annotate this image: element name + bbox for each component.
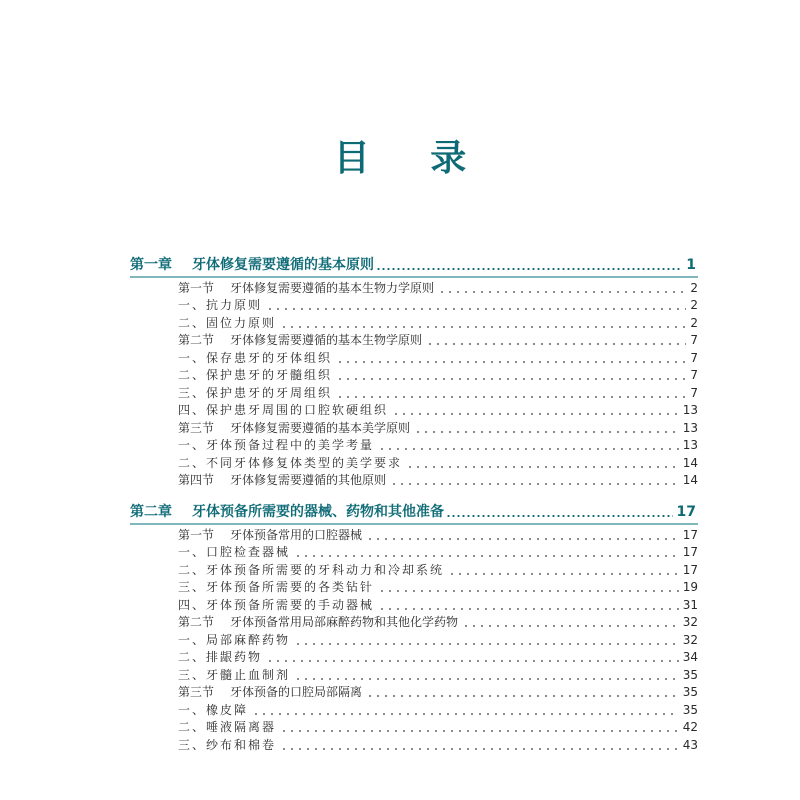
dot-leader [446,515,673,517]
entry-page-number: 42 [682,720,698,734]
item-title: 一、橡皮障 [178,702,249,717]
dot-leader [406,466,679,468]
item-title: 一、保存患牙的牙体组织 [178,350,333,365]
item-title: 三、牙髓止血制剂 [178,667,291,682]
entry-page-number: 7 [690,350,698,365]
section-title: 牙体预备的口腔局部隔离 [230,685,363,699]
entry-page-number: 13 [682,420,698,435]
item-title: 二、不同牙体修复体类型的美学要求 [178,455,403,470]
item-title: 二、牙体预备所需要的牙科动力和冷却系统 [178,562,445,577]
dot-leader [448,573,679,575]
section-title: 牙体预备常用局部麻醉药物和其他化学药物 [230,615,459,629]
entry-page-number: 17 [682,527,698,542]
section-label: 第四节 [178,473,215,487]
dot-leader [390,483,679,485]
entry-page-number: 34 [682,650,698,664]
item-entry[interactable] [178,543,698,561]
entry-page-number: 2 [690,280,698,295]
dot-leader [266,308,686,310]
item-title: 三、牙体预备所需要的各类钻针 [178,580,375,594]
dot-leader [392,413,679,415]
item-entry[interactable] [178,313,698,331]
page-title: 目 录 [333,137,491,180]
item-entry[interactable] [178,595,698,613]
item-entry[interactable] [178,383,698,401]
chapter-page-number: 1 [686,257,696,273]
chapter-block [130,499,698,753]
item-title: 三、保护患牙的牙周组织 [178,385,333,400]
entry-page-number: 13 [682,403,698,417]
chapter-heading[interactable] [130,499,698,521]
chapter-title: 牙体预备所需要的器械、药物和其他准备 [192,504,444,520]
chapter-block [130,252,698,488]
section-label: 第二节 [178,615,215,629]
entry-page-number: 19 [682,580,698,594]
chapter-title: 牙体修复需要遵循的基本原则 [192,257,374,273]
chapter-heading[interactable] [130,252,698,274]
section-label: 第一节 [178,527,215,542]
item-entry[interactable] [178,348,698,366]
item-entry[interactable] [178,436,698,454]
chapter-label: 第一章 [130,257,172,273]
item-entry[interactable] [178,735,698,753]
entry-page-number: 7 [690,333,698,347]
item-title: 一、口腔检查器械 [178,545,291,559]
entry-page-number: 7 [690,368,698,382]
section-entry[interactable] [178,278,698,296]
dot-leader [438,291,686,293]
section-entry[interactable] [178,418,698,436]
item-title: 二、排龈药物 [178,650,263,664]
chapter-page-number: 17 [676,504,696,520]
entry-page-number: 35 [682,702,698,717]
section-label: 第三节 [178,685,215,699]
item-entry[interactable] [178,560,698,578]
item-title: 四、保护患牙周围的口腔软硬组织 [178,403,389,417]
dot-leader [378,590,679,592]
section-entry[interactable] [178,331,698,349]
section-title: 牙体修复需要遵循的基本生物力学原则 [230,280,435,295]
entry-page-number: 32 [682,615,698,629]
dot-leader [336,396,686,398]
dot-leader [378,448,679,450]
section-entry[interactable] [178,683,698,701]
item-entry[interactable] [178,453,698,471]
dot-leader [366,695,679,697]
section-entry[interactable] [178,471,698,489]
dot-leader [280,748,679,750]
item-title: 二、唾液隔离器 [178,720,277,734]
dot-leader [294,678,679,680]
entry-page-number: 17 [682,562,698,577]
item-title: 一、抗力原则 [178,298,263,312]
item-title: 一、局部麻醉药物 [178,632,291,647]
dot-leader [366,538,679,540]
item-entry[interactable] [178,630,698,648]
chapter-label: 第二章 [130,504,172,520]
item-entry[interactable] [178,401,698,419]
section-title: 牙体修复需要遵循的基本生物学原则 [230,333,423,347]
item-entry[interactable] [178,296,698,314]
section-label: 第一节 [178,280,215,295]
item-entry[interactable] [178,665,698,683]
dot-leader [378,608,679,610]
dot-leader [280,326,686,328]
entry-page-number: 35 [682,667,698,682]
item-entry[interactable] [178,718,698,736]
dot-leader [336,378,686,380]
entry-page-number: 14 [682,455,698,470]
item-entry[interactable] [178,648,698,666]
item-entry[interactable] [178,700,698,718]
section-title: 牙体修复需要遵循的基本美学原则 [230,420,411,435]
entry-page-number: 32 [682,632,698,647]
entry-page-number: 43 [682,737,698,752]
dot-leader [462,625,679,627]
dot-leader [280,730,679,732]
entry-page-number: 17 [682,545,698,559]
item-title: 一、牙体预备过程中的美学考量 [178,438,375,452]
item-entry[interactable] [178,578,698,596]
section-label: 第二节 [178,333,215,347]
dot-leader [252,713,679,715]
section-title: 牙体预备常用的口腔器械 [230,527,363,542]
entry-page-number: 35 [682,685,698,699]
dot-leader [426,343,686,345]
dot-leader [294,555,679,557]
section-label: 第三节 [178,420,215,435]
section-entry[interactable] [178,613,698,631]
item-title: 四、牙体预备所需要的手动器械 [178,597,375,612]
dot-leader [336,361,686,363]
dot-leader [294,643,679,645]
entry-page-number: 7 [690,385,698,400]
entry-page-number: 31 [682,597,698,612]
item-title: 二、固位力原则 [178,315,277,330]
section-entry[interactable] [178,525,698,543]
entry-page-number: 2 [690,298,698,312]
entry-page-number: 13 [682,438,698,452]
dot-leader [414,431,679,433]
section-title: 牙体修复需要遵循的其他原则 [230,473,387,487]
item-title: 三、纱布和棉卷 [178,737,277,752]
item-title: 二、保护患牙的牙髓组织 [178,368,333,382]
entry-page-number: 2 [690,315,698,330]
dot-leader [376,268,682,270]
item-entry[interactable] [178,366,698,384]
dot-leader [266,660,679,662]
entry-page-number: 14 [682,473,698,487]
